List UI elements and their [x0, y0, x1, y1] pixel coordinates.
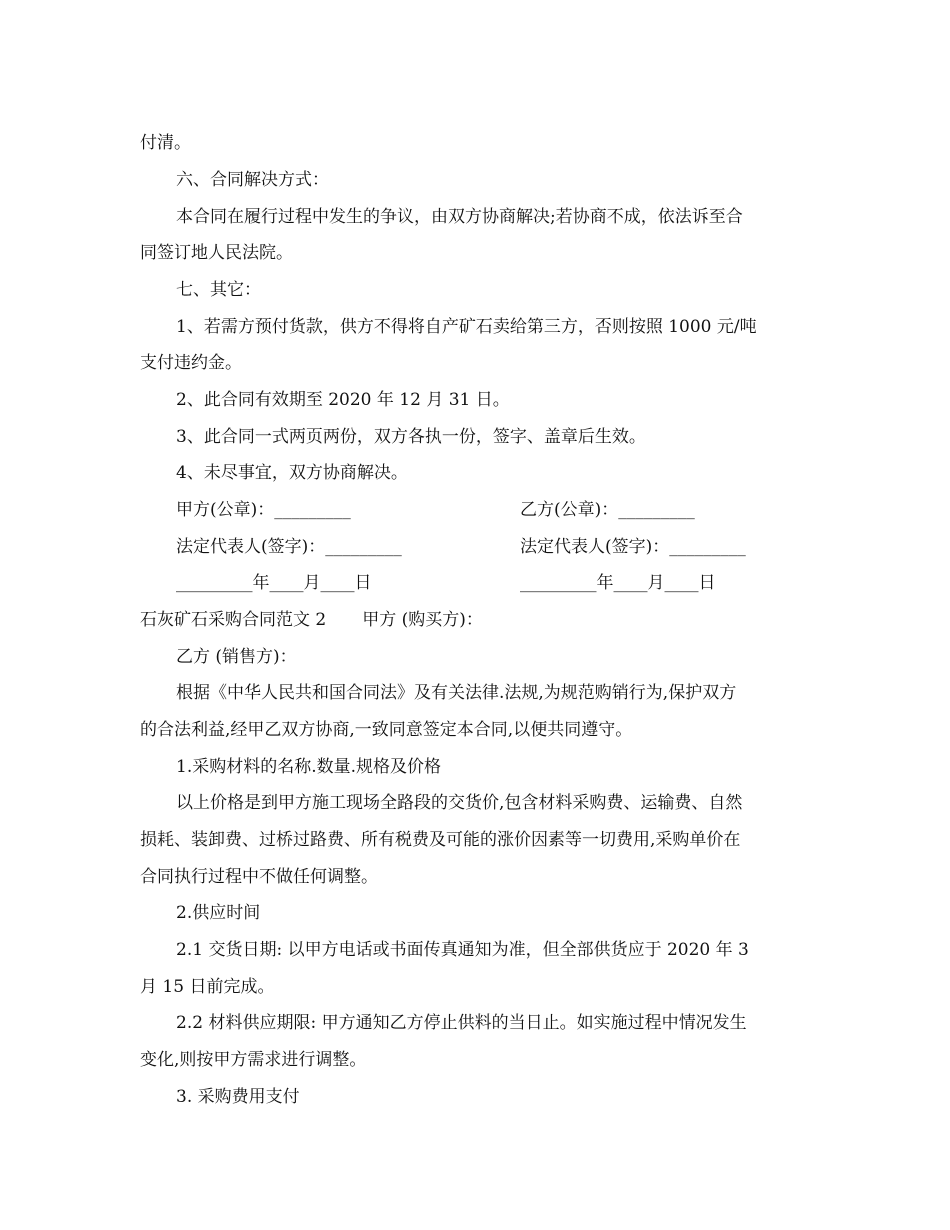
paragraph-line: 2.2 材料供应期限: 甲方通知乙方停止供料的当日止。如实施过程中情况发生: [176, 1013, 747, 1033]
clause-heading: 3. 采购费用支付: [176, 1087, 300, 1107]
paragraph-line: 的合法利益,经甲乙双方协商,一致同意签定本合同,以便共同遵守。: [140, 720, 633, 740]
paragraph-line: 变化,则按甲方需求进行调整。: [140, 1050, 367, 1070]
paragraph-line: 合同执行过程中不做任何调整。: [140, 867, 378, 887]
seller-label: 乙方 (销售方)：: [176, 647, 297, 667]
clause-heading: 1.采购材料的名称.数量.规格及价格: [176, 757, 442, 777]
paragraph-line: 本合同在履行过程中发生的争议，由双方协商解决;若协商不成，依法诉至合: [176, 207, 743, 227]
paragraph-line: 月 15 日前完成。: [140, 977, 275, 997]
clause-heading: 2.供应时间: [176, 903, 261, 923]
section-heading-dispute: 六、合同解决方式：: [176, 170, 329, 190]
paragraph-line: 2.1 交货日期: 以甲方电话或书面传真通知为准，但全部供货应于 2020 年 3: [176, 940, 749, 960]
paragraph-line: 4、未尽事宜，双方协商解决。: [176, 463, 408, 483]
paragraph-line: 根据《中华人民共和国合同法》及有关法律.法规,为规范购销行为,保护双方: [176, 683, 737, 703]
section-heading-other: 七、其它：: [176, 280, 261, 300]
contract-2-title-row: [140, 609, 483, 631]
party-b-representative-line: 法定代表人(签字)：_________: [520, 537, 746, 557]
party-a-seal-line: 甲方(公章)：_________: [176, 500, 351, 520]
party-b-date-line: _________年____月____日: [520, 573, 716, 593]
paragraph-line: 3、此合同一式两页两份，双方各执一份，签字、盖章后生效。: [176, 427, 646, 447]
contract-2-title: 石灰矿石采购合同范文 2: [140, 610, 327, 630]
paragraph-line: 损耗、装卸费、过桥过路费、所有税费及可能的涨价因素等一切费用,采购单价在: [140, 830, 741, 850]
party-b-seal-line: 乙方(公章)：_________: [520, 500, 695, 520]
buyer-label: 甲方 (购买方)：: [362, 610, 483, 630]
paragraph-line: 支付违约金。: [140, 353, 242, 373]
party-a-representative-line: 法定代表人(签字)：_________: [176, 537, 402, 557]
paragraph-line: 2、此合同有效期至 2020 年 12 月 31 日。: [176, 390, 510, 410]
paragraph-line: 同签订地人民法院。: [140, 243, 293, 263]
paragraph-line: 付清。: [140, 133, 191, 153]
paragraph-line: 以上价格是到甲方施工现场全路段的交货价,包含材料采购费、运输费、自然: [176, 793, 743, 813]
paragraph-line: 1、若需方预付货款，供方不得将自产矿石卖给第三方，否则按照 1000 元/吨: [176, 317, 757, 337]
party-a-date-line: _________年____月____日: [176, 573, 372, 593]
